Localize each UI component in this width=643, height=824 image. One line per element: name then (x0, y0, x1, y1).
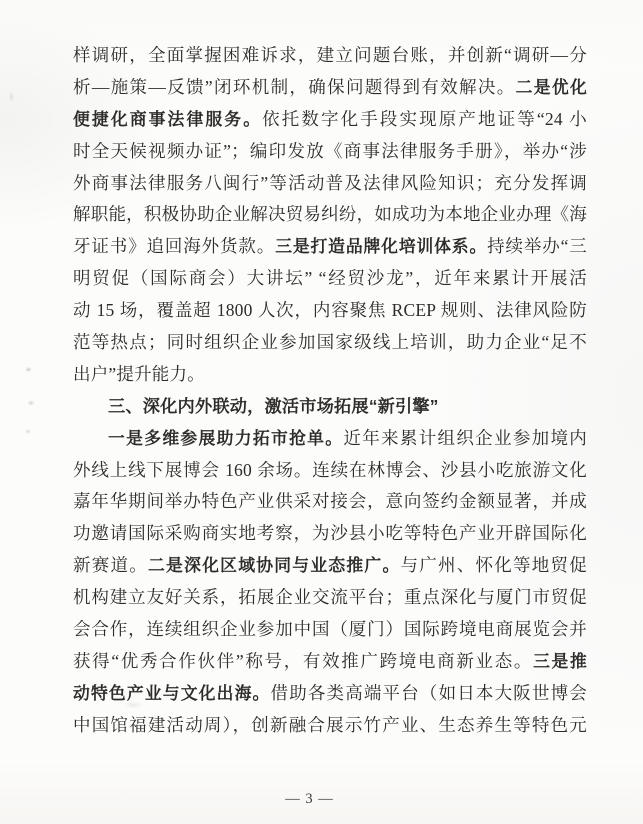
text-line (73, 710, 587, 742)
text-line (73, 455, 587, 487)
text-line (73, 614, 587, 646)
emphasis-text: 动特色产业与文化出海。 (73, 683, 271, 703)
document-body (73, 40, 587, 742)
text-line (73, 678, 587, 710)
emphasis-text: 一是多维参展助力拓市抢单。 (108, 428, 344, 448)
body-text: 近年来累计组织企业参加境内 (343, 427, 587, 448)
scan-noise (26, 399, 36, 407)
body-text: 时全天候视频办证”；编印发放《商事法律服务手册》，举办“涉 (73, 140, 587, 161)
body-text: 明贸促（国际商会）大讲坛” “经贸沙龙”，近年来累计开展活 (73, 268, 587, 289)
text-line (73, 199, 587, 231)
emphasis-text: 三、深化内外联动，激活市场拓展“新引擎” (108, 395, 439, 416)
emphasis-text: 便捷化商事法律服务。 (73, 109, 263, 129)
body-text: 中国馆福建活动周），创新融合展示竹产业、生态养生等特色元 (73, 714, 587, 735)
text-line (73, 327, 587, 359)
body-text: 获得“优秀合作伙伴”称号，有效推广跨境电商新业态。 (73, 650, 534, 671)
document-lines (73, 40, 587, 742)
body-text: 范等热点；同时组织企业参加国家级线上培训，助力企业“足不 (73, 332, 587, 353)
emphasis-text: 三是打造品牌化培训体系。 (275, 237, 488, 257)
body-text: 解职能，积极协助企业解决贸易纠纷，如成功为本地企业办理《海 (73, 204, 587, 225)
text-line (73, 295, 587, 327)
page-number: — 3 — (285, 791, 334, 807)
text-line (73, 582, 587, 614)
section-heading (73, 391, 587, 423)
body-text: 样调研，全面掌握困难诉求，建立问题台账，并创新“调研—分 (73, 45, 587, 65)
emphasis-text: 二是深化区域协同与业态推广。 (148, 556, 401, 576)
body-text: 析—施策—反馈”闭环机制，确保问题得到有效解决。 (73, 76, 516, 97)
text-line (73, 136, 587, 168)
body-text: 借助各类高端平台（如日本大阪世博会 (270, 682, 587, 703)
body-text: 依托数字化手段实现原产地证等“24 小 (262, 108, 587, 129)
text-line (73, 518, 587, 550)
body-text: 与广州、怀化等地贸促 (400, 555, 587, 576)
body-text: 外商事法律服务八闽行”等活动普及法律风险知识；充分发挥调 (73, 172, 587, 193)
scan-noise (24, 366, 33, 373)
body-text: 动 15 场，覆盖超 1800 人次，内容聚焦 RCEP 规则、法律风险防 (73, 300, 587, 321)
text-line (73, 550, 587, 582)
body-text: 牙证书》追回海外货款。 (73, 236, 276, 257)
text-line (73, 231, 587, 263)
body-text: 机构建立友好关系，拓展企业交流平台；重点深化与厦门市贸促 (73, 587, 587, 608)
text-line (73, 72, 587, 104)
scan-noise (8, 90, 15, 104)
body-text: 嘉年华期间举办特色产业供采对接会，意向签约金额显著，并成 (73, 491, 587, 512)
body-text: 新赛道。 (73, 555, 149, 576)
text-line (73, 40, 587, 72)
emphasis-text: 二是优化 (515, 77, 587, 97)
body-text: 功邀请国际采购商实地考察，为沙县小吃等特色产业开辟国际化 (73, 523, 587, 544)
text-line (73, 263, 587, 295)
text-line (73, 486, 587, 518)
body-text: 持续举办“三 (487, 236, 588, 257)
text-line (73, 168, 587, 200)
body-text: 外线上线下展博会 160 余场。连续在林博会、沙县小吃旅游文化 (73, 459, 587, 480)
body-text: 出户”提升能力。 (73, 363, 205, 384)
text-line (73, 646, 587, 678)
text-line (73, 359, 587, 391)
body-text: 会合作，连续组织企业参加中国（厦门）国际跨境电商展览会并 (73, 619, 587, 640)
emphasis-text: 三是推 (533, 651, 587, 671)
text-line (73, 423, 587, 455)
scan-noise (24, 428, 32, 435)
text-line (73, 104, 587, 136)
